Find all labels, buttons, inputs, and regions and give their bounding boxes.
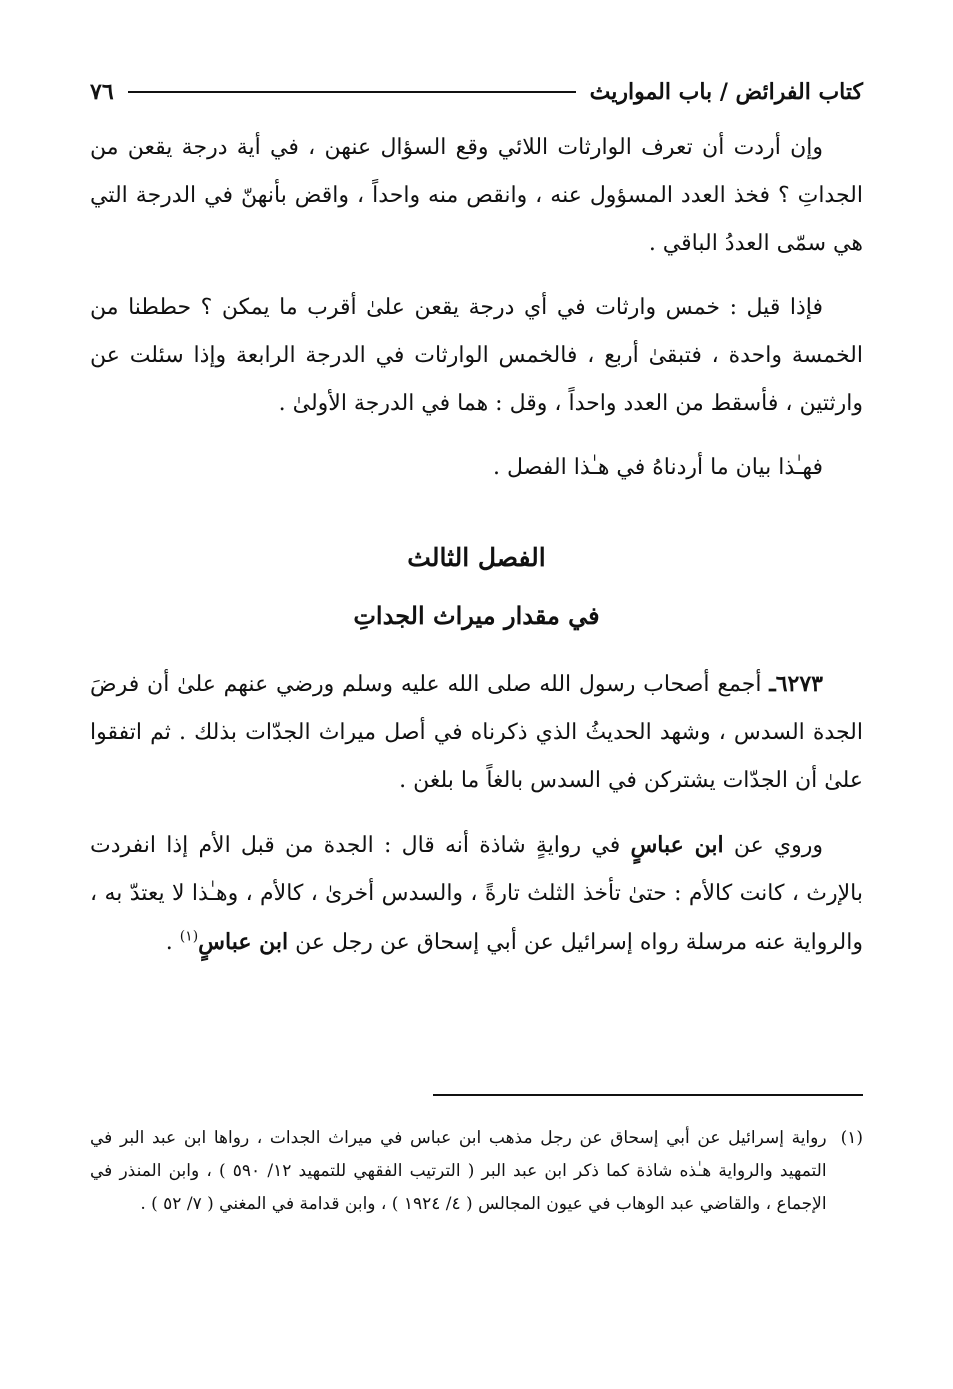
page-number: ٧٦ — [90, 79, 114, 105]
paragraph-3: فهـٰذا بيان ما أردناهُ في هـٰذا الفصل . — [493, 455, 823, 480]
narration-part-1: وروي عن — [723, 833, 823, 858]
body-text — [90, 124, 863, 967]
narration-part-2: في روايةٍ شاذة أنه قال : الجدة من قبل الأم إذا انفردت بالإرث ، كانت كالأم : حتىٰ تأخذ الثلث تارةً ، والسدس أخرىٰ ، كالأم ، وهـٰذا لا يعتدّ به ، والرواية عنه مرسلة رواه إسرائيل عن أبي إسحاق عن رجل عن — [90, 833, 863, 955]
numbered-paragraph — [90, 660, 863, 805]
footnote-text: رواية إسرائيل عن أبي إسحاق عن رجل مذهب ابن عباس في ميراث الجدات ، رواها ابن عبد البر في التمهيد والرواية هـٰذه شاذة كما ذكر ابن عبد البر ( الترتيب الفقهي للتمهيد ١٢/ ٥٩٠ ) ، وابن المنذر في الإجماع ، والقاضي عبد الوهاب في عيون المجالس ( ٤/ ١٩٢٤ ) ، وابن قدامة في المغني ( ٧/ ٥٢ ) . — [90, 1128, 827, 1214]
footnote — [90, 1122, 863, 1221]
paragraph-number: ٦٢٧٣ـ — [769, 671, 823, 697]
numbered-paragraph-text: أجمع أصحاب رسول الله صلى الله عليه وسلم ورضي عنهم علىٰ أن فرضَ الجدة السدس ، وشهد الحديثُ الذي ذكرناه في أصل ميراث الجدّات بذلك . ثم اتفقوا علىٰ أن الجدّات يشتركن في السدس بالغاً ما بلغن . — [90, 672, 863, 793]
footnote-marker: (١) — [840, 1128, 863, 1148]
footnote-divider — [433, 1094, 863, 1096]
narration-paragraph — [90, 821, 863, 967]
section-heading: الفصل الثالث — [407, 543, 546, 572]
header-title: كتاب الفرائض / باب المواريث — [589, 79, 863, 105]
running-header — [90, 70, 863, 114]
narration-end: . — [165, 930, 180, 955]
narrator-name-1: ابن عباسٍ — [630, 832, 724, 858]
paragraph-1: وإن أردت أن تعرف الوارثات اللائي وقع السؤال عنهن ، في أية درجة يقعن من الجداتِ ؟ فخذ العدد المسؤول عنه ، وانقص منه واحداً ، واقض بأنهنّ في الدرجة التي هي سمّى العددُ الباقي . — [90, 135, 863, 256]
header-rule — [128, 91, 576, 93]
narrator-name-2: ابن عباسٍ — [198, 929, 289, 955]
footnote-reference[interactable]: (١) — [179, 928, 199, 945]
paragraph-2: فإذا قيل : خمس وارثات في أي درجة يقعن علىٰ أقرب ما يمكن ؟ حططنا من الخمسة واحدة ، فتبقىٰ أربع ، فالخمس الوارثات في الدرجة الرابعة وإذا سئلت عن وارثتين ، فأسقط من العدد واحداً ، وقل : هما في الدرجة الأولىٰ . — [90, 295, 863, 416]
section-subheading: في مقدار ميراث الجداتِ — [353, 601, 600, 630]
document-page — [90, 70, 863, 1349]
